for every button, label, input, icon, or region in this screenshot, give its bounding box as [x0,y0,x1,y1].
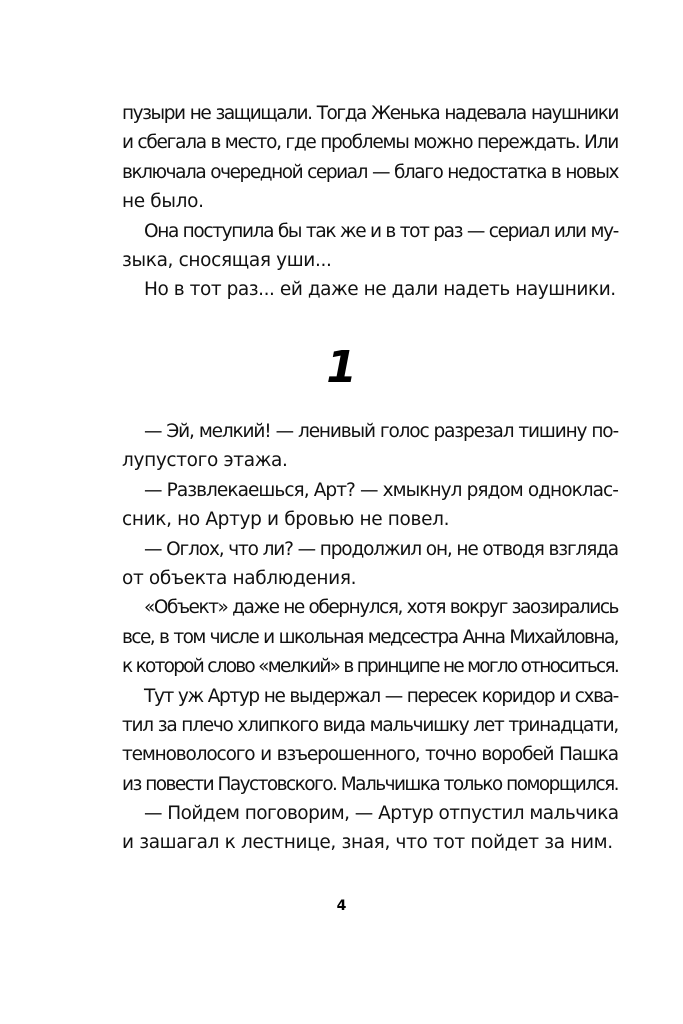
text-line: и зашагал к лестнице, зная, что тот пойдет за ним. [122,832,613,854]
text-line: «Объект» даже не обернулся, хотя вокруг заозирались [144,597,618,619]
text-line: Но в тот раз... ей даже не дали надеть наушники. [144,279,616,301]
text-line: все, в том числе и школьная медсестра Анна Михайловна, [122,626,618,648]
text-line: — Пойдем поговорим, — Артур отпустил мальчика [144,803,619,825]
text-line: Тут уж Артур не выдержал — пересек коридор и схва- [144,685,618,707]
text-line: сник, но Артур и бровью не повел. [122,509,450,531]
text-line: Она поступила бы так же и в тот раз — сериал или му- [144,220,618,242]
chapter-text [122,417,618,858]
text-line: пузыри не защищали. Тогда Женька надевала наушники [122,103,618,124]
text-line: — Развлекаешься, Арт? — хмыкнул рядом одноклас- [144,479,618,501]
text-line: от объекта наблюдения. [122,567,357,589]
intro-text [122,99,618,305]
chapter-number: 1 [326,342,357,393]
text-line: и сбегала в место, где проблемы можно переждать. Или [122,132,618,154]
text-line: тил за плечо хлипкого вида мальчишку лет тринадцати, [122,714,618,736]
text-line: к которой слово «мелкий» в принципе не могло относиться. [122,656,618,678]
page-number: 4 [336,898,347,914]
text-line: из повести Паустовского. Мальчишка только поморщился. [122,773,618,795]
text-line: — Оглох, что ли? — продолжил он, не отводя взгляда [144,538,618,560]
text-line: зыка, сносящая уши... [122,249,332,271]
text-line: не было. [122,191,204,213]
text-line: включала очередной сериал — благо недостатка в новых [122,161,618,183]
text-line: лупустого этажа. [122,450,288,472]
text-line: — Эй, мелкий! — ленивый голос разрезал тишину по- [144,421,618,442]
text-line: темноволосого и взъерошенного, точно воробей Пашка [122,744,618,766]
